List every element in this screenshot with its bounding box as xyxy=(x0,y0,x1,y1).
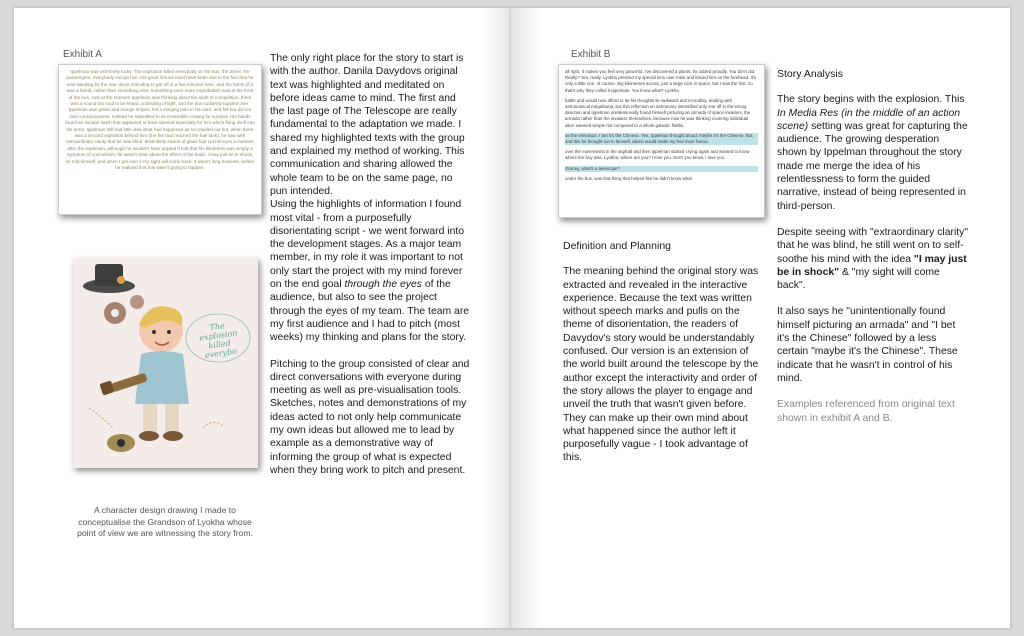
paragraph-2-part-1: Using the highlights of information I found most vital - from a purposefully disorientating script - we went forward into the development stages. As a major team member, in my role it was important to not only start the project with my mind forever on the end goal xyxy=(270,199,465,291)
analysis-paragraph-3: It also says he "unintentionally found himself picturing an armada" and "I bet it's the Chinese" followed by a less certain "maybe it's the Chinese". These indicate that he wasn't in control of his mind. xyxy=(777,306,958,384)
definition-heading: Definition and Planning xyxy=(563,240,671,252)
gutter-shadow-right xyxy=(511,8,541,628)
definition-column xyxy=(563,240,759,478)
exhibit-b-para-5: Granny, what's a telescope? xyxy=(565,166,758,172)
story-analysis-heading: Story Analysis xyxy=(777,68,843,80)
analysis-paragraph-2 xyxy=(777,226,969,292)
right-page xyxy=(511,8,1010,628)
analysis-p2-part-2: & "my sight will come back". xyxy=(777,266,940,292)
analysis-paragraph-1 xyxy=(777,93,969,213)
paragraph-2-part-2: of the audience, but also to see the project through the eyes of my team. The team are my first audience and I had to pitch (most weeks) my thinking and plans for the story. xyxy=(270,279,470,344)
analysis-p2-part-1: Despite seeing with "extraordinary clarity" that he was blind, he still went on to self-soothe his mind with the idea xyxy=(777,226,969,265)
drawing-illustration xyxy=(73,258,258,468)
paragraph-3: Pitching to the group consisted of clear and direct conversations with everyone during meeting as well as pre-visualisation tools. Sketches, notes and demonstrations of my ideas acted to not only help communicate my own ideas but allowed me to lead by example as a demonstrative way of informing the group of what is expected when they bring work to pitch and present. xyxy=(270,358,470,476)
exhibit-b-para-1: all right. It makes you feel very peaceful. I've discovered a planet, he added proudly. You don't did. Really? Yes, really. Lyokha pressed my special lens over mine and kissed him on the forehead. It's only a little one, of course. Big kilometres across, just a large rock in space, but I was the first, so that's why they called it Ippelman. You know what? Lyokha xyxy=(565,69,756,93)
left-text-column xyxy=(270,52,470,490)
exhibit-a-text: Ippelman was extremely lucky. The explosion killed everybody on the bus, the driver, the passengers, everybody except him. His good fortune must have been due to the fact that he was standing by the rear doors intending to get off in a few minutes' time, and the bomb (if it was a bomb, rather than something else, something even more improbable) was at the front of the bus. Just at the moment Ippelman was thinking about the spirit of competition, there was a sound too loud to be heard, a blinding of light, and the bus suddenly toppled over. Ippelman saw green and orange stripes, felt a stinging pain in his ears, and fell but did not lose consciousness. Instead he submitted to an irresistible craving for survival. His hands found an escape hatch that appeared to have opened especially for him which flung itself into his arms. Ippelman still had little idea what had happened as he crawled out but, when there was a second explosion behind him (the fire had reached the fuel tank), he saw with extraordinary clarity that he was blind. Most likely slivers of glass had cut his eyes a moment after the explosion, although he wouldn't have argued if told that his blindness was simply a symptom of concussion; he wasn't clear about the effect of the brain. I may just be in shock, he told himself, and when I get over it my sight will come back. It wasn't long however, before he realized that this wasn't going to happen. xyxy=(65,69,255,171)
exhibit-b-para-3: on the television. I bet it's the Chinese. Yes, Ippelman thought aloud, maybe it's the Chinese. But, and this he thought out to himself, aliens would make my feel more heroic. xyxy=(565,133,758,145)
analysis-p1-part-1: The story begins with the explosion. This xyxy=(777,94,965,106)
exhibit-b-label: Exhibit B xyxy=(571,49,611,60)
exhibit-a-label: Exhibit A xyxy=(63,49,102,60)
gutter-shadow-left xyxy=(481,8,511,628)
analysis-p2-bold: "I may just be in shock" xyxy=(777,253,967,278)
paragraph-2 xyxy=(270,198,470,344)
drawing-handwriting: The explosion killed everybo xyxy=(198,321,239,361)
analysis-p1-part-2: setting was great for capturing the audience. The growing desperation shown by Ippelman throughout the story made me merge the idea of his relentlessness to form the guided narrative, instead of being represented in third-person. xyxy=(777,120,968,212)
exhibit-a-thumbnail xyxy=(58,64,262,215)
left-page xyxy=(14,8,511,628)
exhibit-b-text xyxy=(559,65,764,190)
exhibit-b-para-2: battle and would now afford to let his thoughts lie awkward and incredibly, dealing with astronomical megafauna, but this reflection on astronomy intensified only one off in the wrong direction and Ippelman unintentionally found himself picturing an armada of space invaders, the armada rather than the invaders themselves, because now he was thinking covering individual alien seemed simple not compared to a whole galactic flotilla. xyxy=(565,97,751,128)
definition-paragraph: The meaning behind the original story was extracted and revealed in the interactive experience. Because the text was written without speech marks and pulls on the theme of disorientation, the readers of Davydov's story would be understandably confused. Our version is an extension of the world built around the telescope by the author except the interactivity and order of the story allows the player to engage and unveil the truth that wasn't given before. They can make up their own mind about what happened since the author left it purposefully vague - I took advantage of this. xyxy=(563,266,759,464)
analysis-note: Examples referenced from original text shown in exhibit A and B. xyxy=(777,399,955,424)
character-design-drawing xyxy=(73,258,258,468)
analysis-p1-italic: In Media Res (in the middle of an action scene) xyxy=(777,107,961,132)
paragraph-2-italic: through the eyes xyxy=(344,279,422,291)
paragraph-1: The only right place for the story to start is with the author. Danila Davydovs original text was highlighted and meditated on before ideas came to mind. The first and the last page of The Telescope are really fundamental to the adaptation we made. I shared my highlighted texts with the group and explained my method of working. This communication and sharing allowed the whole team to be on the same page, no pun intended. xyxy=(270,53,465,197)
exhibit-b-thumbnail xyxy=(558,64,765,218)
exhibit-b-para-4: over the movements in the asphalt and then Ippelman started crying again and wanted to know where the boy was. Lyokha, where are you? I love you. Don't you know, I love you. xyxy=(565,149,750,161)
story-analysis-column xyxy=(777,68,969,438)
exhibit-b-para-6: under the bus, was that thing that helped like he didn't know what xyxy=(565,175,692,181)
drawing-caption: A character design drawing I made to conceptualise the Grandson of Lyokha whose point of view we are witnessing the story from. xyxy=(77,505,253,539)
